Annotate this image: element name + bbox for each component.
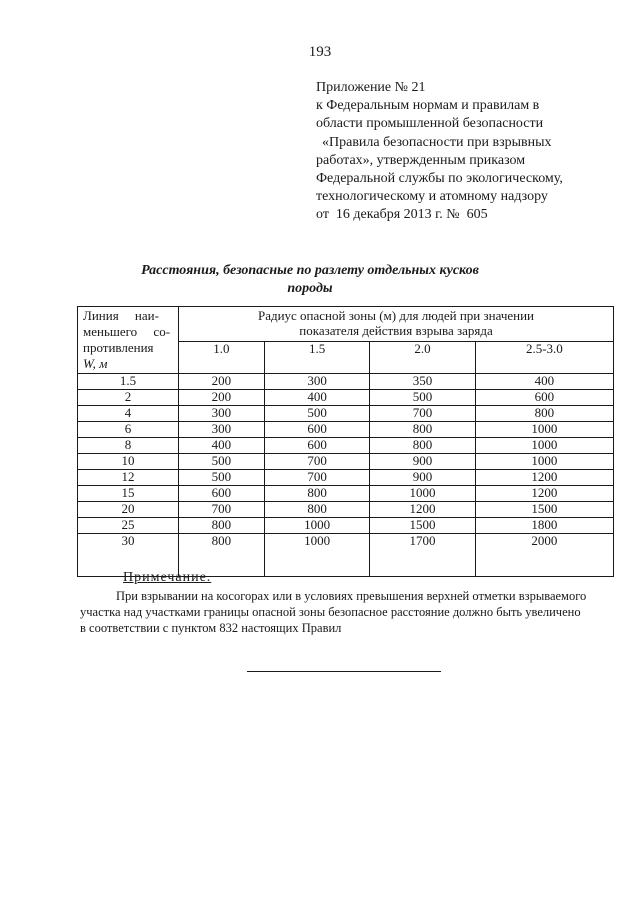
cell-radius: 1000 [475,454,613,470]
cell-resistance: 12 [78,470,179,486]
cell-radius: 500 [179,470,265,486]
cell-radius: 300 [179,406,265,422]
cell-radius: 600 [475,390,613,406]
note-line: в соответствии с пунктом 832 настоящих Правил [80,621,342,635]
cell-radius: 400 [179,438,265,454]
cell-radius: 800 [179,518,265,534]
cell-resistance: 6 [78,422,179,438]
cell-radius: 1200 [370,502,475,518]
header-danger-radius [179,307,614,342]
appendix-line: работах», утвержденным приказом [316,152,526,168]
table-row [78,438,614,454]
cell-radius: 1200 [475,470,613,486]
header-top-line: Радиус опасной зоны (м) для людей при значении [257,308,535,323]
cell-radius: 700 [370,406,475,422]
table-row [78,486,614,502]
cell-radius: 700 [179,502,265,518]
column-header: 1.0 [179,342,265,374]
cell-radius: 600 [179,486,265,502]
cell-radius: 400 [475,374,613,390]
appendix-line: Федеральной службы по экологическому, [316,171,563,187]
cell-radius: 800 [179,534,265,577]
table-row [78,454,614,470]
cell-radius: 700 [264,454,369,470]
cell-radius: 800 [264,486,369,502]
appendix-line: технологическому и атомному надзору [316,189,548,205]
header-line-of-resistance [78,307,179,374]
cell-radius: 500 [370,390,475,406]
header-left-line: W, м [83,356,108,371]
cell-resistance: 1.5 [78,374,179,390]
cell-radius: 1000 [370,486,475,502]
cell-radius: 800 [370,422,475,438]
cell-radius: 300 [264,374,369,390]
cell-radius: 800 [264,502,369,518]
cell-radius: 200 [179,374,265,390]
cell-resistance: 8 [78,438,179,454]
cell-radius: 300 [179,422,265,438]
cell-radius: 600 [264,422,369,438]
column-header: 1.5 [264,342,369,374]
cell-radius: 700 [264,470,369,486]
column-header: 2.0 [370,342,475,374]
cell-radius: 1800 [475,518,613,534]
cell-resistance: 4 [78,406,179,422]
table-title-line: Расстояния, безопасные по разлету отдельных кусков [141,263,479,278]
cell-radius: 500 [264,406,369,422]
cell-radius: 500 [179,454,265,470]
appendix-title: Приложение № 21 [316,80,426,95]
cell-radius: 1000 [264,518,369,534]
appendix-line: «Правила безопасности при взрывных [322,134,552,150]
cell-radius: 1500 [475,502,613,518]
note-heading: Примечание. [123,570,212,585]
table-title [110,262,510,298]
page-number: 193 [308,44,332,60]
cell-radius: 600 [264,438,369,454]
cell-radius: 400 [264,390,369,406]
note-line: участка над участками границы опасной зоны безопасное расстояние должно быть увеличено [80,605,581,619]
cell-radius: 1000 [264,534,369,577]
cell-radius: 350 [370,374,475,390]
cell-radius: 1700 [370,534,475,577]
table-row [78,390,614,406]
table-row [78,422,614,438]
separator-line [247,671,441,672]
note-line: При взрывании на косогорах или в условиях превышения верхней отметки взрываемого [116,589,587,603]
table-row [78,406,614,422]
header-top-line: показателя действия взрыва заряда [299,323,493,338]
table-title-line: породы [287,281,333,296]
cell-radius: 1500 [370,518,475,534]
appendix-line: от 16 декабря 2013 г. № 605 [316,207,488,223]
cell-radius: 1200 [475,486,613,502]
table-row [78,518,614,534]
cell-resistance: 10 [78,454,179,470]
appendix-line: области промышленной безопасности [316,116,544,132]
cell-radius: 900 [370,470,475,486]
header-left-line: Линия наи- [83,308,159,323]
cell-radius: 800 [370,438,475,454]
column-header: 2.5-3.0 [475,342,613,374]
cell-radius: 900 [370,454,475,470]
cell-radius: 1000 [475,438,613,454]
cell-resistance: 30 [78,534,179,577]
header-left-line: противления [83,340,154,355]
table-row [78,374,614,390]
appendix-header [316,79,616,225]
cell-radius: 2000 [475,534,613,577]
cell-resistance: 25 [78,518,179,534]
note-body [80,588,620,636]
header-left-line: меньшего со- [83,324,171,339]
table-row [78,502,614,518]
appendix-line: к Федеральным нормам и правилам в [316,98,540,114]
distance-table [77,306,614,577]
cell-resistance: 15 [78,486,179,502]
table-header-row [78,307,614,342]
cell-resistance: 2 [78,390,179,406]
cell-radius: 1000 [475,422,613,438]
cell-resistance: 20 [78,502,179,518]
cell-radius: 800 [475,406,613,422]
table-row [78,470,614,486]
cell-radius: 200 [179,390,265,406]
